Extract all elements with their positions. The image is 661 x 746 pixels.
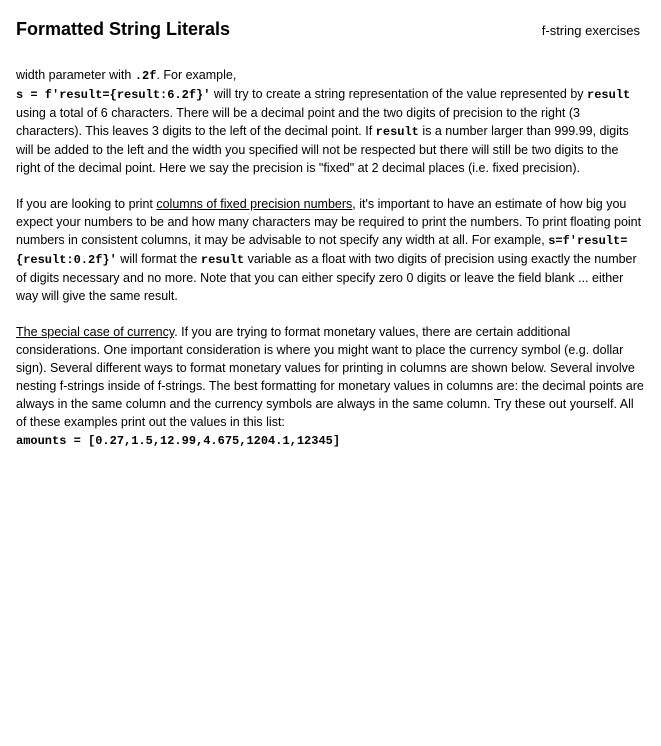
code-span: s=f'result={result:0.2f}' [16, 234, 628, 267]
text-span: will format the [116, 252, 201, 266]
paragraph-currency [16, 323, 644, 450]
text-span: , it's important to have an estimate of how big you expect your numbers to be and how many characters may be required to print the numbers. To print floating point numbers in consistent columns, it may be advisable to not specify any width at all. For example, [16, 197, 642, 247]
paragraph-spacer [16, 305, 644, 323]
text-span: is a number larger than 999.99, digits will be added to the left and the width you specified will not be respected but there will still be two digits to the right of the decimal point. Here we say the precision is "fixed" at 2 decimal places (i.e. fixed precision). [16, 124, 629, 175]
page-header [16, 18, 640, 42]
code-span: s = f'result={result:6.2f}' [16, 88, 211, 102]
code-span: .2f [134, 69, 157, 83]
text-span: will try to create a string representation of the value represented by [210, 87, 588, 101]
text-span: variable as a float with two digits of precision using exactly the number of digits necessary and no more. Note that you can either specify zero 0 digits or leave the field blank ... either way will give the same result. [16, 252, 637, 303]
text-span: using a total of 6 characters. There will be a decimal point and the two digits of precision to the right (3 characters). This leaves 3 digits to the left of the decimal point. If [16, 106, 580, 138]
currency-heading-link[interactable]: The special case of currency [16, 325, 175, 339]
text-span: . If you are trying to format monetary values, there are certain additional considerations. One important consideration is where you might want to place the currency symbol (e.g. dollar sign). Several different ways to format monetary values for printing in columns are shown below. Several involve nesting f-strings inside of f-strings. The best formatting for monetary values in columns are: the decimal points are always in the same column and the currency symbols are always in the same column. Try these out yourself. All of these examples print out the values in this list: [16, 325, 644, 429]
text-span: width parameter with [16, 68, 135, 82]
paragraph-fixed-columns [16, 195, 644, 305]
fixed-precision-link[interactable]: columns of fixed precision numbers [156, 197, 353, 211]
text-span: If you are looking to print [16, 197, 157, 211]
amounts-code: amounts = [0.27,1.5,12.99,4.675,1204.1,12345] [16, 434, 341, 448]
code-span: result [587, 88, 631, 102]
code-span: result [200, 253, 245, 267]
code-span: result [375, 125, 419, 139]
document-body [16, 66, 644, 450]
page-title: Formatted String Literals [16, 19, 231, 39]
text-span: . For example, [156, 68, 237, 82]
paragraph-spacer [16, 177, 644, 195]
paragraph-width-precision [16, 66, 644, 177]
page-subtitle: f-string exercises [541, 23, 640, 38]
